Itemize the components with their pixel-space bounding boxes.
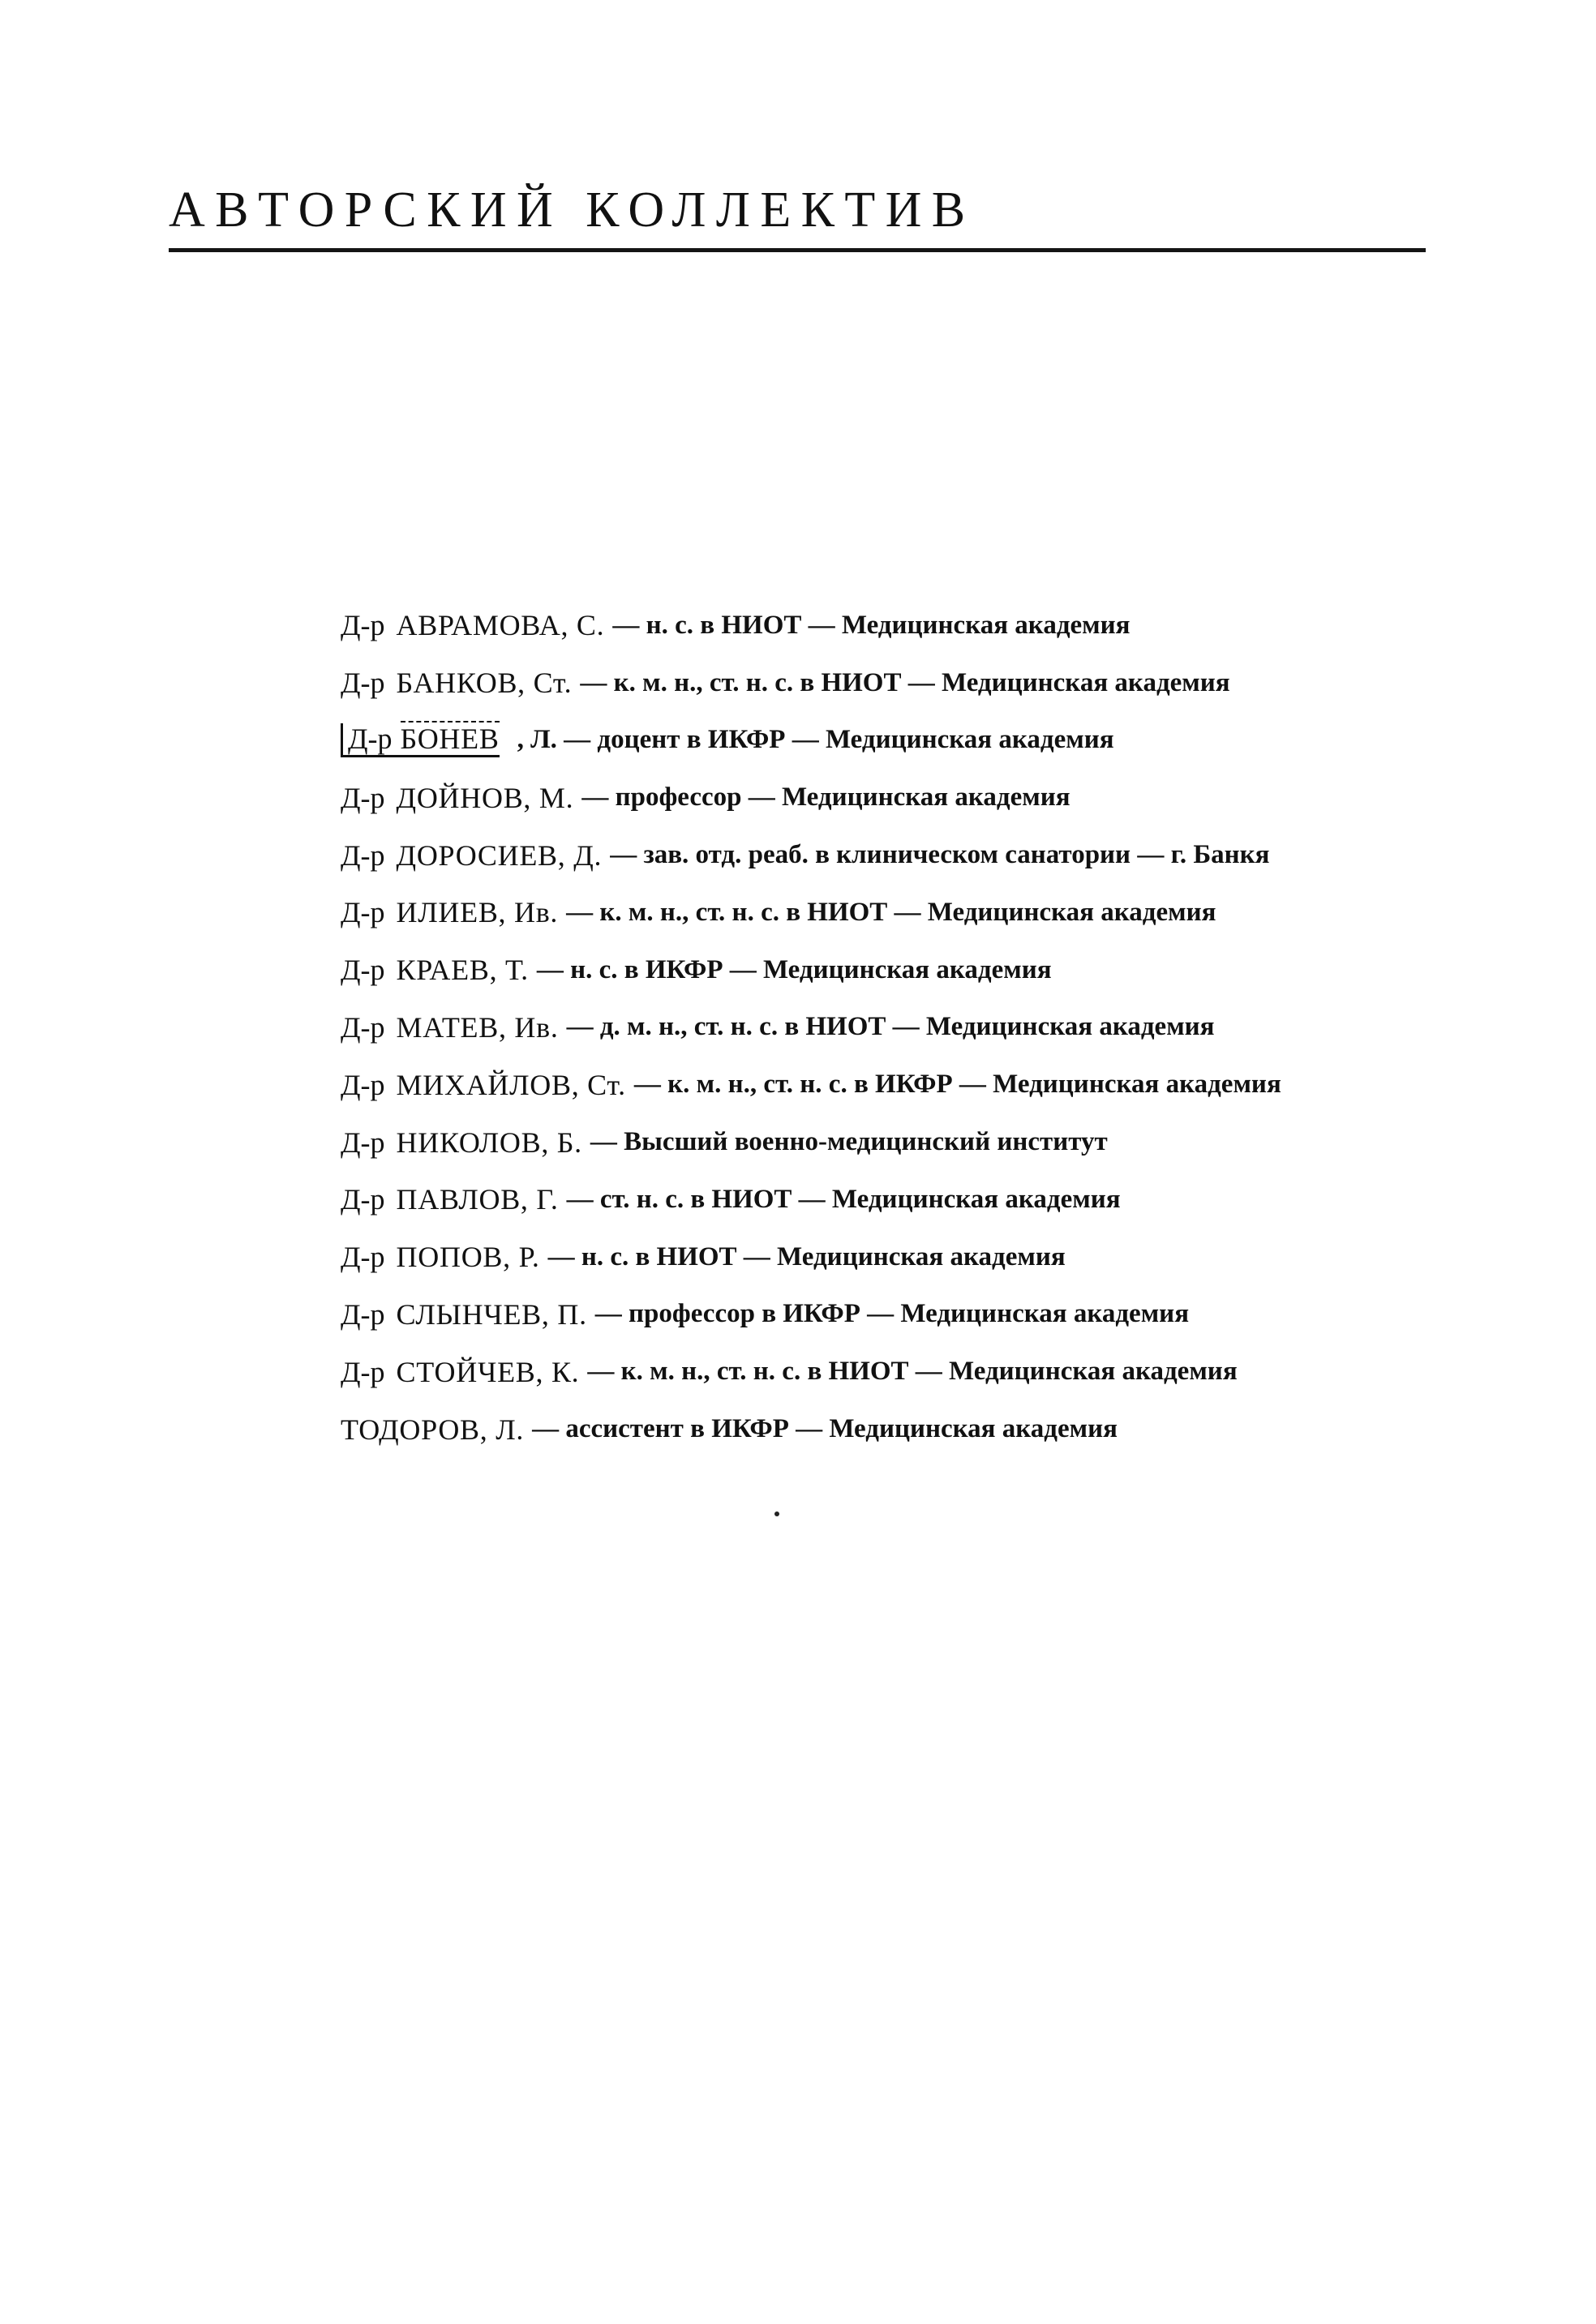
author-prefix: Д-р	[341, 667, 385, 700]
author-name: СЛЫНЧЕВ, П.	[396, 1297, 587, 1331]
author-name: КРАЕВ, Т.	[396, 954, 529, 987]
author-entry	[341, 769, 1476, 826]
author-entry	[341, 1343, 1476, 1400]
author-prefix: Д-р	[341, 1183, 385, 1216]
author-details: — Высший военно-медицинский институт	[590, 1127, 1108, 1157]
title-rule	[169, 248, 1426, 252]
author-entry	[341, 1113, 1476, 1171]
author-name: ДОРОСИЕВ, Д.	[396, 838, 603, 872]
author-details: — н. с. в ИКФР — Медицинская академия	[536, 954, 1052, 984]
author-entry-deceased	[341, 712, 1476, 770]
author-details: — н. с. в НИОТ — Медицинская академия	[612, 610, 1130, 640]
author-entry	[341, 826, 1476, 884]
author-details: — профессор в ИКФР — Медицинская академия	[594, 1299, 1190, 1329]
author-details: , Л. — доцент в ИКФР — Медицинская академия	[517, 725, 1114, 755]
author-details: — профессор — Медицинская академия	[581, 783, 1070, 813]
author-name: ТОДОРОВ, Л.	[341, 1413, 525, 1446]
author-prefix: Д-р	[341, 838, 385, 872]
author-entry	[341, 941, 1476, 999]
author-entry	[341, 1056, 1476, 1113]
author-details: — зав. отд. реаб. в клиническом санатории — г. Банкя	[610, 840, 1270, 870]
author-name: БАНКОВ, Ст.	[396, 667, 573, 700]
author-details: — д. м. н., ст. н. с. в НИОТ — Медицинская академия	[566, 1012, 1215, 1042]
author-prefix: Д-р	[341, 1241, 385, 1274]
author-details: — ассистент в ИКФР — Медицинская академия	[532, 1414, 1118, 1444]
author-prefix: Д-р	[341, 896, 385, 929]
author-name: НИКОЛОВ, Б.	[396, 1126, 582, 1159]
author-name: ПОПОВ, Р.	[396, 1241, 540, 1274]
author-prefix: Д-р	[348, 722, 393, 755]
author-details: — н. с. в НИОТ — Медицинская академия	[547, 1241, 1066, 1271]
author-entry	[341, 884, 1476, 941]
page-title: АВТОРСКИЙ КОЛЛЕКТИВ	[169, 182, 976, 238]
authors-list	[341, 597, 1476, 1458]
author-details: — к. м. н., ст. н. с. в НИОТ — Медицинская академия	[566, 897, 1216, 927]
author-name: БОНЕВ	[400, 722, 500, 755]
author-details: — к. м. н., ст. н. с. в ИКФР — Медицинская академия	[633, 1070, 1281, 1100]
author-name: ДОЙНОВ, М.	[396, 781, 574, 814]
author-entry	[341, 1228, 1476, 1286]
author-prefix: Д-р	[341, 1068, 385, 1101]
author-name: АВРАМОВА, С.	[396, 609, 605, 642]
author-entry	[341, 1286, 1476, 1344]
author-prefix: Д-р	[341, 609, 385, 642]
author-name: СТОЙЧЕВ, К.	[396, 1355, 580, 1388]
author-details: — ст. н. с. в НИОТ — Медицинская академия	[566, 1184, 1121, 1214]
author-name: ИЛИЕВ, Ив.	[396, 896, 559, 929]
stray-dot	[774, 1511, 779, 1516]
author-name: МИХАЙЛОВ, Ст.	[396, 1068, 626, 1101]
author-entry	[341, 1400, 1476, 1458]
author-details: — к. м. н., ст. н. с. в НИОТ — Медицинская академия	[587, 1357, 1238, 1387]
author-name: МАТЕВ, Ив.	[396, 1010, 559, 1044]
author-name: ПАВЛОВ, Г.	[396, 1183, 559, 1216]
author-entry	[341, 999, 1476, 1057]
author-entry	[341, 654, 1476, 712]
author-prefix: Д-р	[341, 781, 385, 814]
author-details: — к. м. н., ст. н. с. в НИОТ — Медицинская академия	[580, 667, 1230, 697]
author-prefix: Д-р	[341, 1355, 385, 1388]
deceased-frame	[341, 723, 500, 758]
author-prefix: Д-р	[341, 1126, 385, 1159]
author-prefix: Д-р	[341, 1297, 385, 1331]
author-prefix: Д-р	[341, 1010, 385, 1044]
author-entry	[341, 597, 1476, 654]
author-entry	[341, 1171, 1476, 1228]
author-prefix: Д-р	[341, 954, 385, 987]
